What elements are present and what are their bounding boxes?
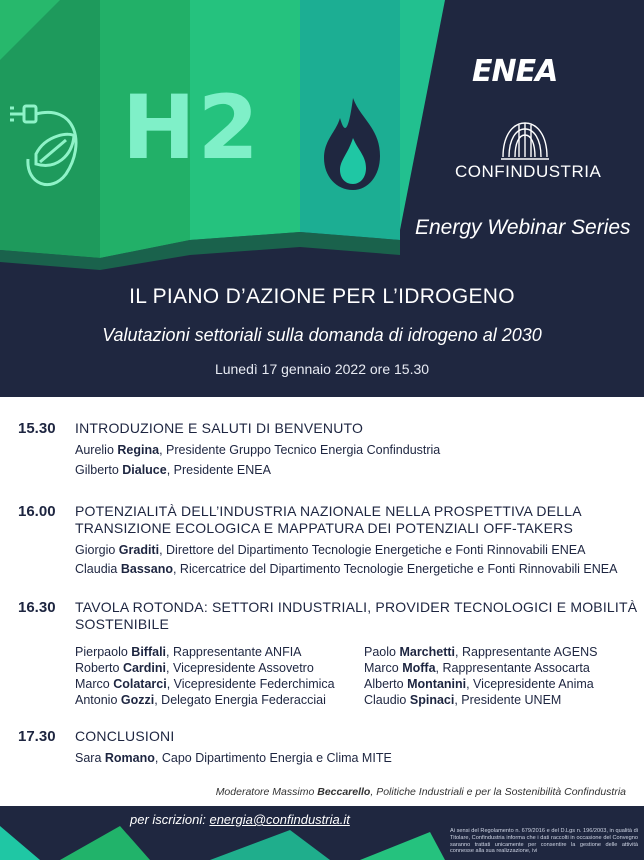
event-subtitle: Valutazioni settoriali sulla domanda di idrogeno al 2030 xyxy=(102,325,542,345)
slot-title-line2: SOSTENIBILE xyxy=(75,616,170,632)
flame-icon xyxy=(318,96,388,196)
event-date: Lunedì 17 gennaio 2022 ore 15.30 xyxy=(214,361,430,377)
hero-banner xyxy=(0,0,644,397)
plug-leaf-icon xyxy=(6,84,96,194)
speaker: Marco Moffa, Rappresentante Assocarta xyxy=(364,661,590,675)
speaker: Claudia Bassano, Ricercatrice del Dipartimento Tecnologie Energetiche e Fonti Rinnovabili ENEA xyxy=(75,562,618,576)
speaker: Gilberto Dialuce, Presidente ENEA xyxy=(75,463,271,477)
speaker: Paolo Marchetti, Rappresentante AGENS xyxy=(364,645,598,659)
speaker: Antonio Gozzi, Delegato Energia Federacciai xyxy=(75,693,326,707)
privacy-notice: Ai sensi del Regolamento n. 679/2016 e del D.Lgs n. 196/2003, in qualità di Titolare, Confindustria informa che i dati raccolti in occasione del Convegno saranno trattati unicamente per consentire la gestione delle attività connesse alla sua realizzazione, ivi xyxy=(450,828,638,855)
slot-title: INTRODUZIONE E SALUTI DI BENVENUTO xyxy=(75,420,364,436)
footer xyxy=(0,806,644,860)
speaker: Giorgio Graditi, Direttore del Dipartimento Tecnologie Energetiche e Fonti Rinnovabili ENEA xyxy=(75,543,586,557)
slot-time: 17.30 xyxy=(18,728,56,745)
speaker: Aurelio Regina, Presidente Gruppo Tecnico Energia Confindustria xyxy=(75,443,441,457)
slot-title-line2: TRANSIZIONE ECOLOGICA E MAPPATURA DEI POTENZIALI OFF-TAKERS xyxy=(75,520,573,536)
slot-time: 16.00 xyxy=(18,503,56,520)
slot-time: 15.30 xyxy=(18,420,56,437)
moderator-line: Moderatore Massimo Beccarello, Politiche Industriali e per la Sostenibilità Confindustria xyxy=(215,786,626,798)
event-title: IL PIANO D’AZIONE PER L’IDROGENO xyxy=(129,285,515,308)
speaker: Marco Colatarci, Vicepresidente Federchimica xyxy=(75,677,335,691)
speaker: Sara Romano, Capo Dipartimento Energia e Clima MITE xyxy=(75,751,392,765)
h2-title: H2 xyxy=(122,76,261,179)
slot-title-line1: POTENZIALITÀ DELL’INDUSTRIA NAZIONALE NELLA PROSPETTIVA DELLA xyxy=(75,503,582,519)
registration-email-link[interactable]: energia@confindustria.it xyxy=(209,812,350,827)
confindustria-logo: CONFINDUSTRIA xyxy=(455,162,602,181)
speaker: Claudio Spinaci, Presidente UNEM xyxy=(364,693,562,707)
registration-line: per iscrizioni: energia@confindustria.it xyxy=(130,812,350,827)
speaker: Alberto Montanini, Vicepresidente Anima xyxy=(364,677,594,691)
slot-title: CONCLUSIONI xyxy=(75,728,175,744)
speaker: Roberto Cardini, Vicepresidente Assovetro xyxy=(75,661,314,675)
slot-title-line1: TAVOLA ROTONDA: SETTORI INDUSTRIALI, PROVIDER TECNOLOGICI E MOBILITÀ xyxy=(75,599,638,615)
webinar-series: Energy Webinar Series xyxy=(415,216,631,239)
speaker: Pierpaolo Biffali, Rappresentante ANFIA xyxy=(75,645,302,659)
confindustria-crest-icon xyxy=(497,117,553,163)
slot-time: 16.30 xyxy=(18,599,56,616)
enea-logo: ENEA xyxy=(472,54,558,89)
